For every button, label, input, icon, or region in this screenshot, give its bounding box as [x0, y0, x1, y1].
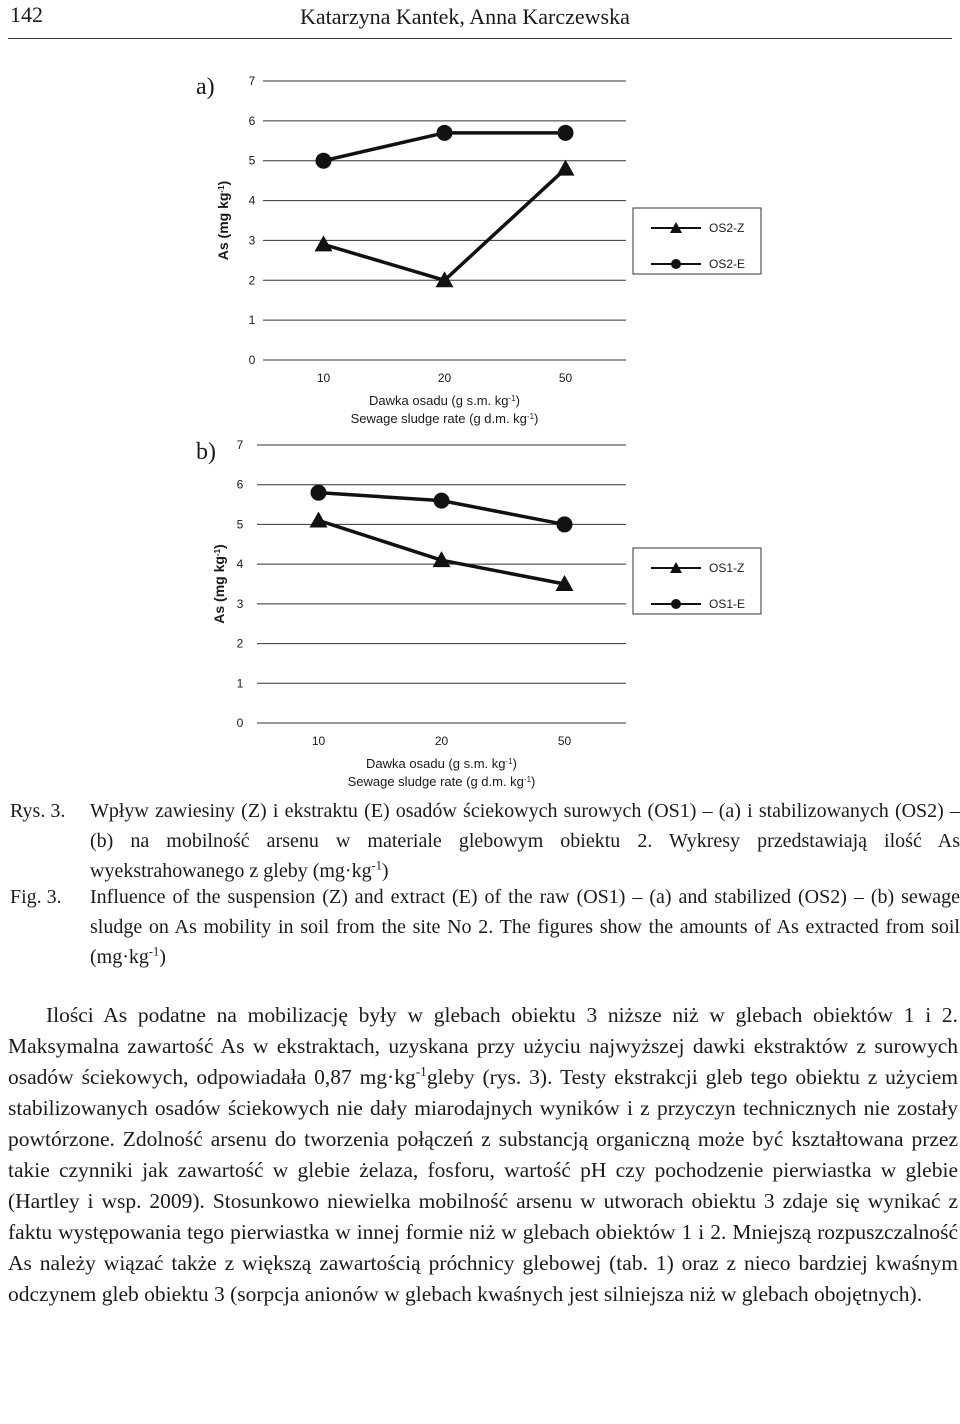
legend-marker-circle [671, 259, 681, 269]
body-paragraph: Ilości As podatne na mobilizację były w glebach obiektu 3 niższe niż w glebach obiektów 1 i 2. Maksymalna zawartość As w ekstraktach, uzyskana przy użyciu najwyższej dawki ekstraktów z surowych osadów ściekowych, odpowiadała 0,87 $mg\cdot kg^{-1}gleby$ (rys. 3). Testy ekstrakcji gleb tego obiektu z użyciem stabilizowanych osadów ściekowych nie dały miarodajnych wyników i z przyczyn technicznych nie zostały powtórzone. Zdolność arsenu do tworzenia połączeń z substancją organiczną może być kształtowana przez takie czynniki jak zawartość w glebie żelaza, fosforu, wartość pH czy pochodzenie pierwiastka w glebie (Hartley i wsp. 2009). Stosunkowo niewielka mobilność arsenu w utworach obiektu 3 zdaje się wynikać z faktu występowania tego pierwiastka w innej formie niż w glebach obiektów 1 i 2. Mniejszą rozpuszczalność As należy wiązać także z większą zawartością próchnicy glebowej (tab. 1) oraz z nieco bardziej kwaśnym odczynem gleb obiektu 3 (sorpcja anionów w glebach kwaśnych jest silniejsza niż w glebach obojętnych). [8, 1003, 959, 1306]
x-tick-label: 50 [558, 371, 573, 385]
page-number: 142 [10, 2, 43, 27]
caption-en-text: Influence of the suspension (Z) and extract (E) of the raw (OS1) – (a) and stabilized (OS2) – (b) sewage sludge on As mobility in soil from the site No 2. The figures show the amounts of As extracted from soil $(mg\cdot kg^{-1})$ [90, 886, 960, 968]
data-point-circle [557, 516, 573, 532]
y-tick-label: 7 [236, 438, 244, 452]
y-tick-label: 6 [248, 113, 256, 128]
caption-en-label: Fig. 3. [10, 886, 62, 908]
series-line [324, 169, 566, 281]
x-axis-label-pl: Dawka osadu (g s.m. $kg^{-1}$) [366, 756, 517, 771]
x-tick-label: 10 [316, 371, 331, 385]
data-point-circle [434, 493, 450, 509]
y-tick-label: 3 [236, 596, 244, 611]
legend-label: OS2-Z [709, 221, 745, 235]
data-point-circle [558, 125, 574, 141]
y-axis-label: As (mg $kg^{-1}$) [215, 180, 231, 261]
caption-pl [10, 796, 960, 886]
legend-marker-circle [671, 599, 681, 609]
panel-label: a) [196, 74, 215, 100]
caption-pl-text: Wpływ zawiesiny (Z) i ekstraktu (E) osadów ściekowych surowych (OS1) – (a) i stabilizowanych (OS2) – (b) na mobilność arsenu w materiale glebowym obiektu 2. Wykresy przedstawiają ilość As wyekstrahowanego z gleby $(mg\cdot kg^{-1})$ [90, 800, 960, 882]
caption-en [10, 882, 960, 972]
y-tick-label: 0 [236, 716, 244, 730]
x-axis-label-en: Sewage sludge rate (g d.m. $kg^{-1}$) [347, 774, 536, 789]
data-point-triangle [557, 160, 575, 176]
data-point-circle [316, 153, 332, 169]
y-tick-label: 3 [248, 233, 256, 248]
x-tick-label: 50 [557, 734, 572, 748]
y-tick-label: 2 [248, 273, 256, 288]
y-tick-label: 7 [248, 74, 256, 88]
caption-pl-label: Rys. 3. [10, 800, 66, 822]
data-point-circle [311, 485, 327, 501]
chart-b [0, 425, 960, 795]
data-point-triangle [315, 235, 333, 251]
y-axis-label: As (mg $kg^{-1}$) [211, 544, 227, 624]
header-rule [8, 38, 952, 39]
y-tick-label: 5 [236, 517, 244, 532]
x-axis-label-pl: Dawka osadu (g s.m. $kg^{-1}$) [369, 393, 520, 408]
x-tick-label: 10 [311, 734, 326, 748]
y-tick-label: 2 [236, 636, 244, 651]
y-tick-label: 5 [248, 153, 256, 168]
legend-label: OS2-E [709, 257, 746, 271]
y-tick-label: 0 [248, 353, 256, 367]
x-axis-label-en: Sewage sludge rate (g d.m. $kg^{-1}$) [350, 411, 539, 426]
y-tick-label: 1 [248, 313, 256, 328]
panel-label: b) [196, 439, 216, 465]
y-tick-label: 1 [236, 676, 244, 691]
y-tick-label: 6 [236, 477, 244, 492]
x-tick-label: 20 [437, 371, 452, 385]
data-point-circle [437, 125, 453, 141]
running-head-authors: Katarzyna Kantek, Anna Karczewska [300, 4, 630, 29]
legend-label: OS1-Z [709, 561, 745, 575]
chart-a [0, 60, 960, 440]
y-tick-label: 4 [236, 557, 244, 572]
legend-label: OS1-E [709, 597, 746, 611]
body-text [8, 1000, 958, 1310]
y-tick-label: 4 [248, 193, 256, 208]
x-tick-label: 20 [434, 734, 449, 748]
data-point-triangle [310, 511, 328, 527]
